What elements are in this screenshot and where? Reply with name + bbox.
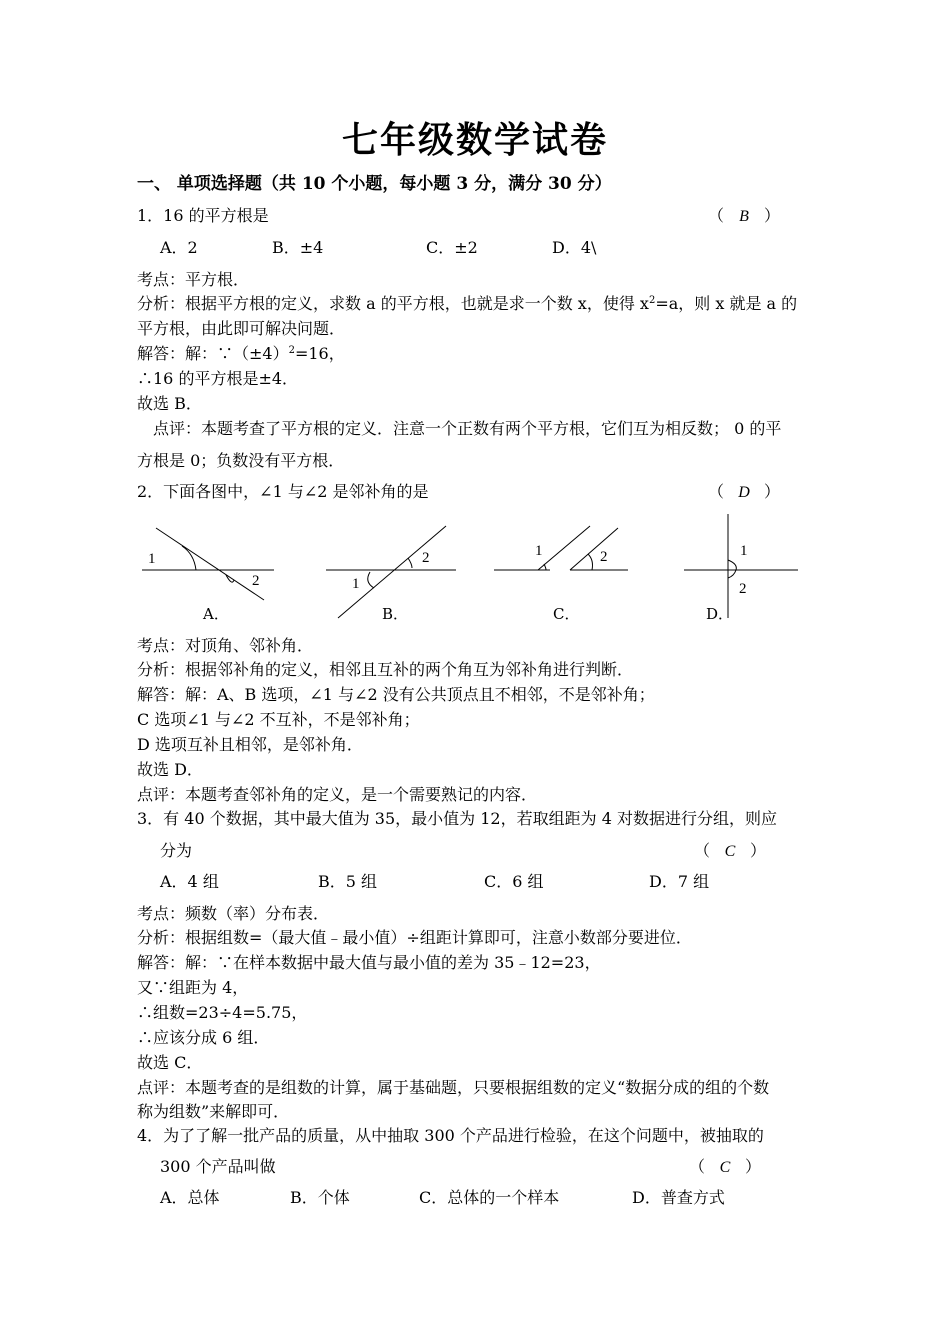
figure-c-arc-2 bbox=[588, 554, 593, 570]
q3-guxuan: 故选 C． bbox=[137, 1053, 203, 1072]
q3-jieda: 解答：解：∵在样本数据中最大值与最小值的差为 35﹣12=23， bbox=[137, 953, 601, 972]
q3-option-b: B．5 组 bbox=[318, 872, 378, 891]
q2-kaodian: 考点：对顶角、邻补角． bbox=[137, 636, 314, 655]
q3-answer-bracket: （ C ） bbox=[694, 841, 767, 860]
q1-option-c: C．±2 bbox=[426, 238, 478, 257]
q4-stem-line2: 300 个产品叫做 bbox=[160, 1157, 276, 1176]
q4-stem-line1: 4．为了了解一批产品的质量，从中抽取 300 个产品进行检验，在这个问题中，被抽取的 bbox=[137, 1126, 764, 1145]
q1-guxuan: 故选 B． bbox=[137, 394, 202, 413]
q1-jieda: 解答：解：$\because(\pm 4)^2=16$， bbox=[137, 344, 345, 363]
figure-c-right-ray bbox=[570, 528, 618, 570]
figure-d-arcs bbox=[728, 560, 736, 578]
section-heading: 一、 单项选择题（共 10 个小题，每小题 3 分，满分 30 分） bbox=[137, 174, 612, 194]
q3-kaodian: 考点：频数（率）分布表． bbox=[137, 904, 330, 923]
q1-option-b: B．±4 bbox=[272, 238, 324, 257]
q1-option-d: D．4\ bbox=[552, 238, 597, 257]
q2-stem: 2．下面各图中，∠1 与∠2 是邻补角的是 bbox=[137, 482, 429, 501]
figure-a-arc-2 bbox=[226, 575, 234, 582]
q1-step: ∴16 的平方根是±4． bbox=[137, 369, 299, 388]
q2-answer-bracket: （ D ） bbox=[708, 482, 781, 501]
q2-guxuan: 故选 D． bbox=[137, 760, 203, 779]
figure-a-angle-1: 1 bbox=[148, 551, 156, 567]
q3-stem-line1: 3．有 40 个数据，其中最大值为 35，最小值为 12，若取组距为 4 对数据进行分组，则应 bbox=[137, 809, 777, 828]
figure-b-label: B． bbox=[382, 605, 409, 623]
q1-fenxi-line1: 分析：根据平方根的定义，求数 a 的平方根，也就是求一个数 x，使得 $x^2=a$，则 x 就是 a 的 bbox=[137, 294, 798, 313]
figure-d-angle-2: 2 bbox=[739, 581, 747, 597]
q1-kaodian: 考点：平方根． bbox=[137, 270, 250, 289]
q4-option-c: C．总体的一个样本 bbox=[419, 1188, 560, 1207]
q3-step-1: 又∵组距为 4， bbox=[137, 978, 249, 997]
figure-b-arc-2 bbox=[408, 558, 412, 568]
figure-c-left-ray bbox=[538, 526, 590, 570]
figure-c-angle-1: 1 bbox=[535, 543, 543, 559]
q4-option-d: D．普查方式 bbox=[632, 1188, 725, 1207]
figure-c-angle-2: 2 bbox=[600, 549, 608, 565]
q2-fenxi: 分析：根据邻补角的定义，相邻且互补的两个角互为邻补角进行判断． bbox=[137, 660, 634, 679]
page-title: 七年级数学试卷 bbox=[341, 119, 608, 161]
figure-b-arc-1 bbox=[368, 572, 374, 588]
figure-c bbox=[490, 520, 630, 580]
figure-b-angle-1: 1 bbox=[352, 576, 360, 592]
q3-option-c: C．6 组 bbox=[484, 872, 544, 891]
q2-jieda: 解答：解：A、B 选项，∠1 与∠2 没有公共顶点且不相邻，不是邻补角； bbox=[137, 685, 655, 704]
q1-dianping-line2: 方根是 0；负数没有平方根． bbox=[137, 451, 345, 470]
q3-dianping-line2: 称为组数”来解即可． bbox=[137, 1102, 290, 1121]
q2-step-2: D 选项互补且相邻，是邻补角． bbox=[137, 735, 363, 754]
figure-d bbox=[682, 512, 802, 622]
q3-option-d: D．7 组 bbox=[649, 872, 710, 891]
q3-stem-line2: 分为 bbox=[160, 841, 193, 860]
q2-dianping: 点评：本题考查邻补角的定义，是一个需要熟记的内容． bbox=[137, 785, 538, 804]
q2-answer: D bbox=[738, 484, 750, 501]
figure-a-angle-2: 2 bbox=[252, 573, 260, 589]
q4-option-b: B．个体 bbox=[290, 1188, 350, 1207]
q3-answer: C bbox=[724, 843, 736, 860]
q1-fenxi-line2: 平方根，由此即可解决问题． bbox=[137, 319, 346, 338]
q3-option-a: A．4 组 bbox=[160, 872, 219, 891]
figure-c-label: C． bbox=[553, 605, 580, 623]
figure-a bbox=[138, 520, 278, 610]
q4-answer: C bbox=[719, 1159, 731, 1176]
q2-step-1: C 选项∠1 与∠2 不互补，不是邻补角； bbox=[137, 710, 420, 729]
figure-c-arc-1 bbox=[544, 564, 546, 570]
figure-d-angle-1: 1 bbox=[740, 543, 748, 559]
q1-dianping-line1: 点评：本题考查了平方根的定义．注意一个正数有两个平方根，它们互为相反数； 0 的平 bbox=[153, 419, 782, 438]
q4-answer-bracket: （ C ） bbox=[689, 1157, 762, 1176]
q1-answer: B bbox=[739, 208, 749, 225]
figure-a-transversal bbox=[156, 528, 264, 600]
figure-b-angle-2: 2 bbox=[422, 550, 430, 566]
q3-step-3: ∴应该分成 6 组． bbox=[137, 1028, 270, 1047]
figure-d-label: D． bbox=[706, 605, 734, 623]
q1-stem: 1．16 的平方根是 bbox=[137, 206, 269, 225]
q4-option-a: A．总体 bbox=[160, 1188, 220, 1207]
q3-step-2: ∴组数=23÷4=5.75， bbox=[137, 1003, 308, 1022]
q3-dianping-line1: 点评：本题考查的是组数的计算，属于基础题，只要根据组数的定义“数据分成的组的个数 bbox=[137, 1078, 770, 1097]
q1-answer-bracket: （ B ） bbox=[708, 206, 781, 225]
figure-a-label: A． bbox=[203, 605, 229, 623]
q1-option-a: A．2 bbox=[160, 238, 198, 257]
q3-fenxi: 分析：根据组数=（最大值﹣最小值）÷组距计算即可，注意小数部分要进位． bbox=[137, 928, 692, 947]
